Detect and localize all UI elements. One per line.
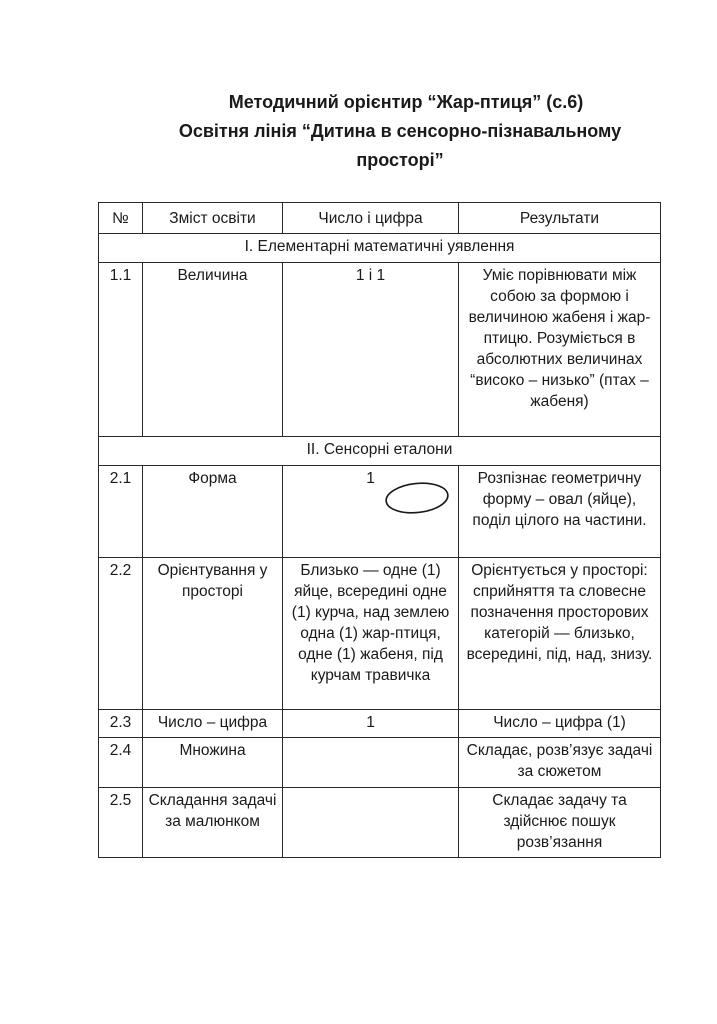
row-result: Орієнтується у просторі: сприйняття та словесне позначення просторових категорій — близько, всередині, під, над, знизу. [459,558,661,710]
title-line-2: Освітня лінія “Дитина в сенсорно-пізнавальному [178,121,622,141]
row-number [283,738,459,788]
row-content: Складання задачі за малюнком [143,788,283,858]
section-title-1: I. Елементарні математичні уявлення [99,234,661,263]
row-num: 2.1 [99,466,143,558]
section-row [99,234,661,263]
row-num: 2.2 [99,558,143,710]
table-row [99,558,661,710]
row-num: 2.3 [99,710,143,738]
row-num: 2.4 [99,738,143,788]
header-results: Результати [459,203,661,234]
table-row [99,738,661,788]
row-content: Орієнтування у просторі [143,558,283,710]
education-table [98,202,661,858]
header-content: Зміст освіти [143,203,283,234]
section-row [99,437,661,466]
table-row [99,710,661,738]
row-number: 1 [283,710,459,738]
row-number [283,788,459,858]
title-line-1: Методичний орієнтир “Жар-птиця” (с.6) [228,92,584,112]
oval-shape-icon [287,481,454,521]
row-result: Уміє порівнювати між собою за формою і величиною жабеня і жар-птицю. Розуміється в абсолютних величинах “високо – низько” (птах – жабеня) [459,263,661,437]
row-number: Близько — одне (1) яйце, всередині одне (1) курча, над землею одна (1) жар-птиця, одне (1) жабеня, під курчам травичка [283,558,459,710]
row-content: Множина [143,738,283,788]
row-result: Число – цифра (1) [459,710,661,738]
row-content: Величина [143,263,283,437]
row-number-cell [283,466,459,558]
header-number: № [99,203,143,234]
row-result: Розпізнає геометричну форму – овал (яйце), поділ цілого на частини. [459,466,661,558]
header-number-digit: Число і цифра [283,203,459,234]
table-row [99,466,661,558]
row-content: Форма [143,466,283,558]
table-row [99,788,661,858]
table-row [99,263,661,437]
title-line-3: просторі” [356,150,444,170]
row-num: 1.1 [99,263,143,437]
page-title [100,88,700,175]
section-title-2: II. Сенсорні еталони [99,437,661,466]
row-number: 1 [366,470,375,487]
row-result: Складає задачу та здійснює пошук розв’язання [459,788,661,858]
table-header-row [99,203,661,234]
row-content: Число – цифра [143,710,283,738]
row-num: 2.5 [99,788,143,858]
row-number: 1 і 1 [283,263,459,437]
row-result: Складає, розв’язує задачі за сюжетом [459,738,661,788]
